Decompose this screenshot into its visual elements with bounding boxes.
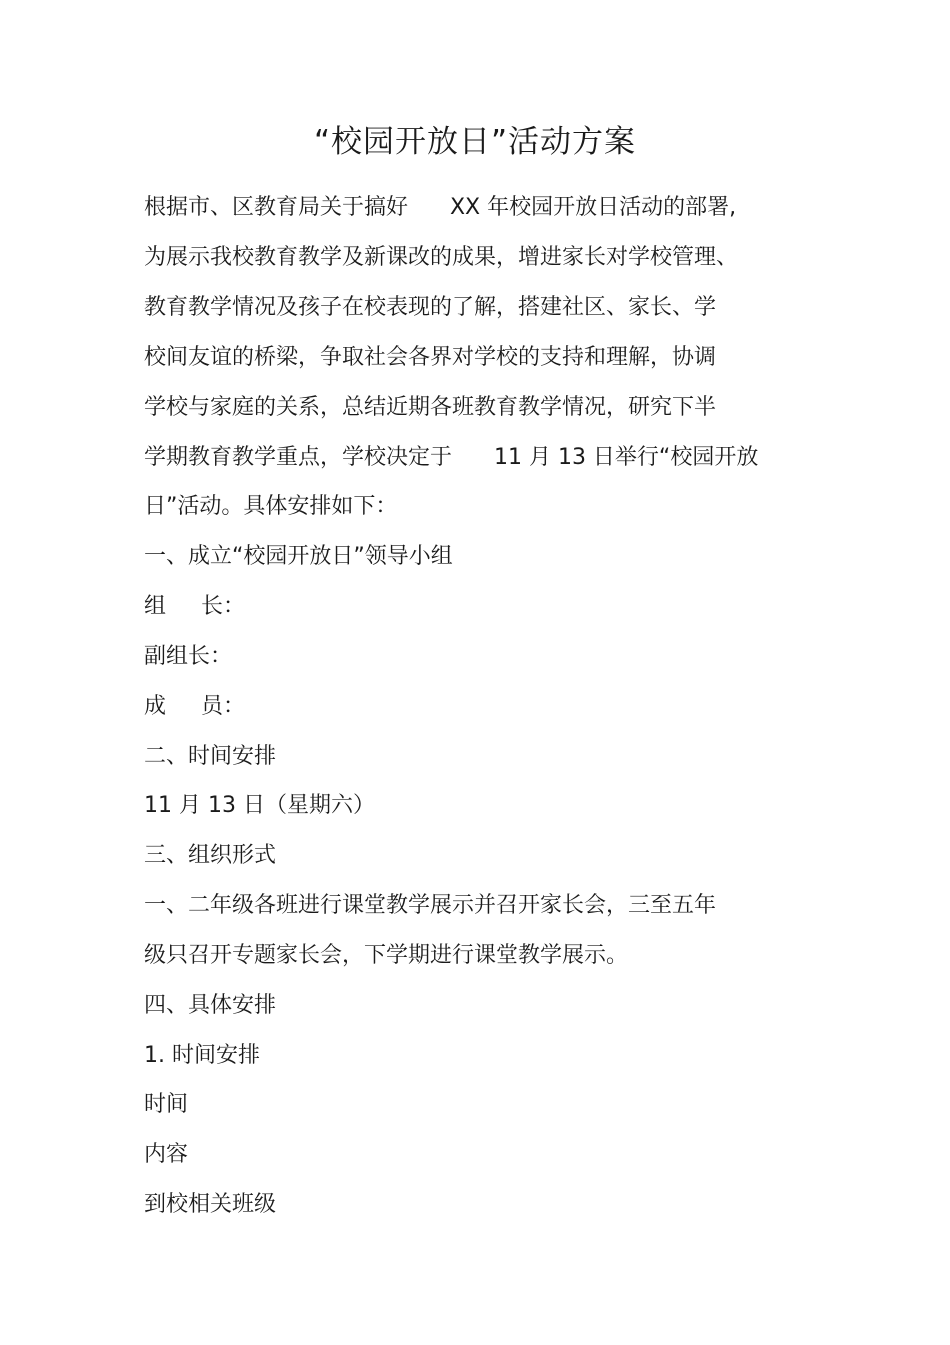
body-line: 根据市、区教育局关于搞好 XX 年校园开放日活动的部署, — [144, 195, 737, 220]
body-line: 级只召开专题家长会，下学期进行课堂教学展示。 — [144, 943, 629, 968]
body-line: 学期教育教学重点，学校决定于 11 月 13 日举行“校园开放 — [144, 445, 759, 470]
body-line: 教育教学情况及孩子在校表现的了解，搭建社区、家长、学 — [144, 295, 717, 320]
body-line: 日”活动。具体安排如下： — [144, 494, 398, 519]
body-line: 学校与家庭的关系，总结近期各班教育教学情况，研究下半 — [144, 395, 717, 420]
body-line: 11 月 13 日（星期六） — [144, 793, 375, 818]
section-heading: 三、组织形式 — [144, 843, 277, 868]
field-label: 组 长： — [144, 594, 245, 619]
section-heading: 二、时间安排 — [144, 744, 277, 769]
section-heading: 四、具体安排 — [144, 993, 277, 1018]
table-label: 内容 — [144, 1142, 189, 1167]
table-label: 时间 — [144, 1092, 189, 1117]
body-line: 一、二年级各班进行课堂教学展示并召开家长会，三至五年 — [144, 893, 717, 918]
field-label: 副组长： — [144, 644, 233, 669]
section-heading: 一、成立“校园开放日”领导小组 — [144, 544, 453, 569]
document-title: “校园开放日”活动方案 — [313, 124, 637, 160]
subsection-heading: 1. 时间安排 — [144, 1043, 260, 1068]
body-line: 校间友谊的桥梁，争取社会各界对学校的支持和理解，协调 — [144, 345, 717, 370]
table-label: 到校相关班级 — [144, 1192, 277, 1217]
body-line: 为展示我校教育教学及新课改的成果，增进家长对学校管理、 — [144, 245, 739, 270]
field-label: 成 员： — [144, 694, 245, 719]
